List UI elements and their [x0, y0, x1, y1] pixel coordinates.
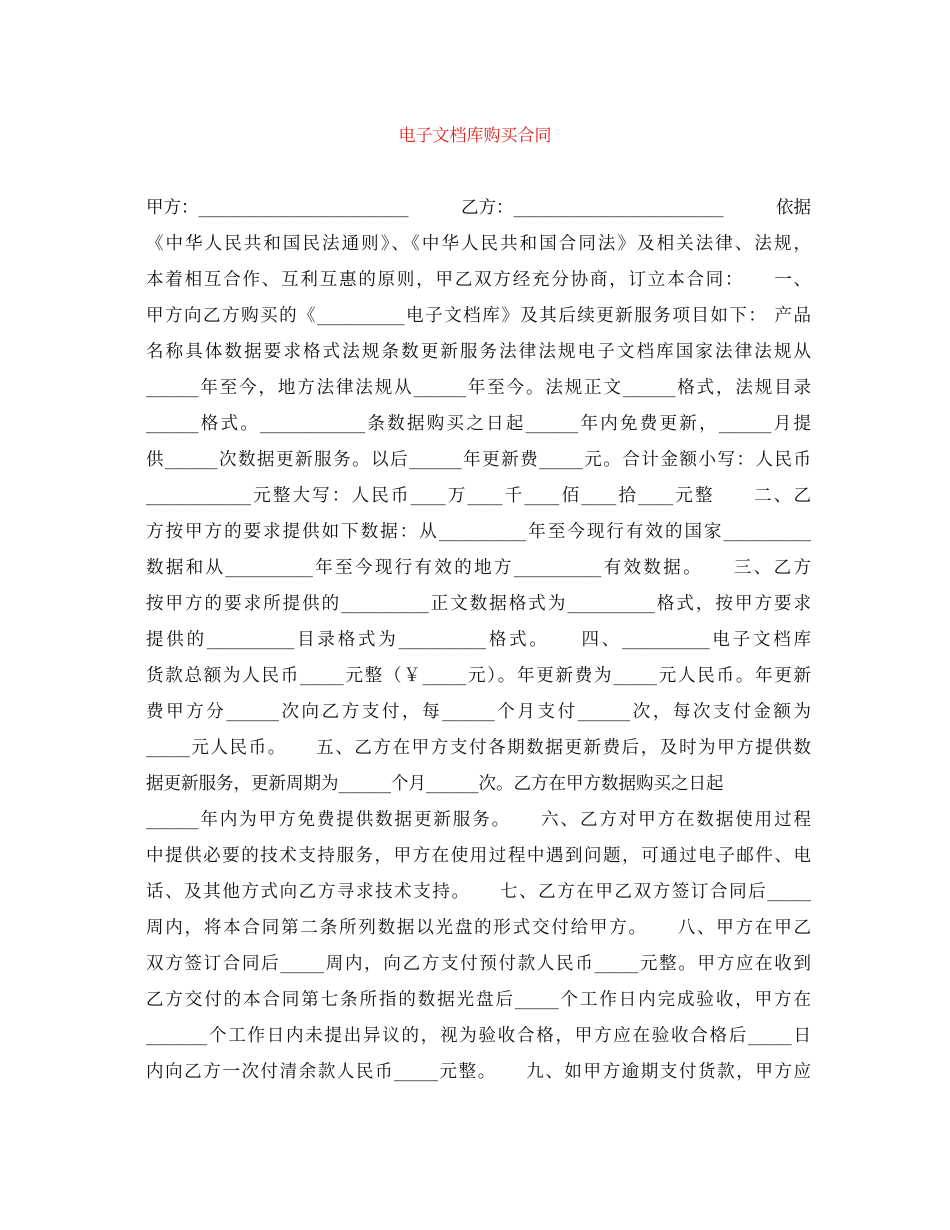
text-line: 方按甲方的要求提供如下数据：从__________年至今现行有效的国家__________	[146, 522, 811, 542]
text-line: 话、及其他方式向乙方寻求技术支持。 七、乙方在甲乙双方签订合同后_____	[146, 882, 811, 902]
contract-body	[146, 190, 811, 1090]
text-line: _____元人民币。 五、乙方在甲方支付各期数据更新费后，及时为甲方提供数	[146, 738, 811, 758]
document-title: 电子文档库购买合同	[398, 126, 552, 146]
text-line: 双方签订合同后_____周内，向乙方支付预付款人民币_____元整。甲方应在收到	[146, 954, 811, 974]
text-line: 中提供必要的技术支持服务，甲方在使用过程中遇到问题，可通过电子邮件、电	[146, 846, 811, 866]
text-line: ______格式。____________条数据购买之日起______年内免费更新，______月提	[146, 414, 811, 434]
text-line: 甲方向乙方购买的《__________电子文档库》及其后续更新服务项目如下： 产品	[146, 306, 811, 326]
text-line: _______个工作日内未提出异议的，视为验收合格，甲方应在验收合格后_____日	[146, 1026, 811, 1046]
text-line: 供______次数据更新服务。以后______年更新费_____元。合计金额小写：人民币	[146, 450, 811, 470]
text-line: 乙方交付的本合同第七条所指的数据光盘后_____个工作日内完成验收，甲方在	[146, 990, 811, 1010]
text-line: 周内，将本合同第二条所列数据以光盘的形式交付给甲方。 八、甲方在甲乙	[146, 918, 811, 938]
text-line: 甲方：________________________ 乙方：________________________ 依据	[146, 198, 811, 218]
text-line: 名称具体数据要求格式法规条数更新服务法律法规电子文档库国家法律法规从	[146, 342, 811, 362]
text-line: ____________元整大写：人民币____万____千____佰____拾____元整 二、乙	[146, 486, 811, 506]
text-line: 费甲方分______次向乙方支付，每______个月支付______次，每次支付金额为	[146, 702, 811, 722]
text-line: 数据和从__________年至今现行有效的地方__________有效数据。 三、乙方	[146, 558, 811, 578]
text-line: 内向乙方一次付清余款人民币_____元整。 九、如甲方逾期支付货款，甲方应	[146, 1062, 811, 1082]
text-line: 按甲方的要求所提供的__________正文数据格式为__________格式，按甲方要求	[146, 594, 811, 614]
text-line: 《中华人民共和国民法通则》、《中华人民共和国合同法》及相关法律、法规，	[146, 234, 811, 254]
text-line: ______年内为甲方免费提供数据更新服务。 六、乙方对甲方在数据使用过程	[146, 810, 811, 830]
text-line: 本着相互合作、互利互惠的原则，甲乙双方经充分协商，订立本合同： 一、	[146, 270, 811, 290]
text-line: 提供的__________目录格式为__________格式。 四、__________电子文档库	[146, 630, 811, 650]
text-line: 货款总额为人民币_____元整（￥_____元）。年更新费为_____元人民币。年更新	[146, 666, 811, 686]
text-line: 据更新服务，更新周期为______个月______次。乙方在甲方数据购买之日起	[146, 774, 724, 794]
text-line: ______年至今，地方法律法规从______年至今。法规正文______格式，法规目录	[146, 378, 811, 398]
